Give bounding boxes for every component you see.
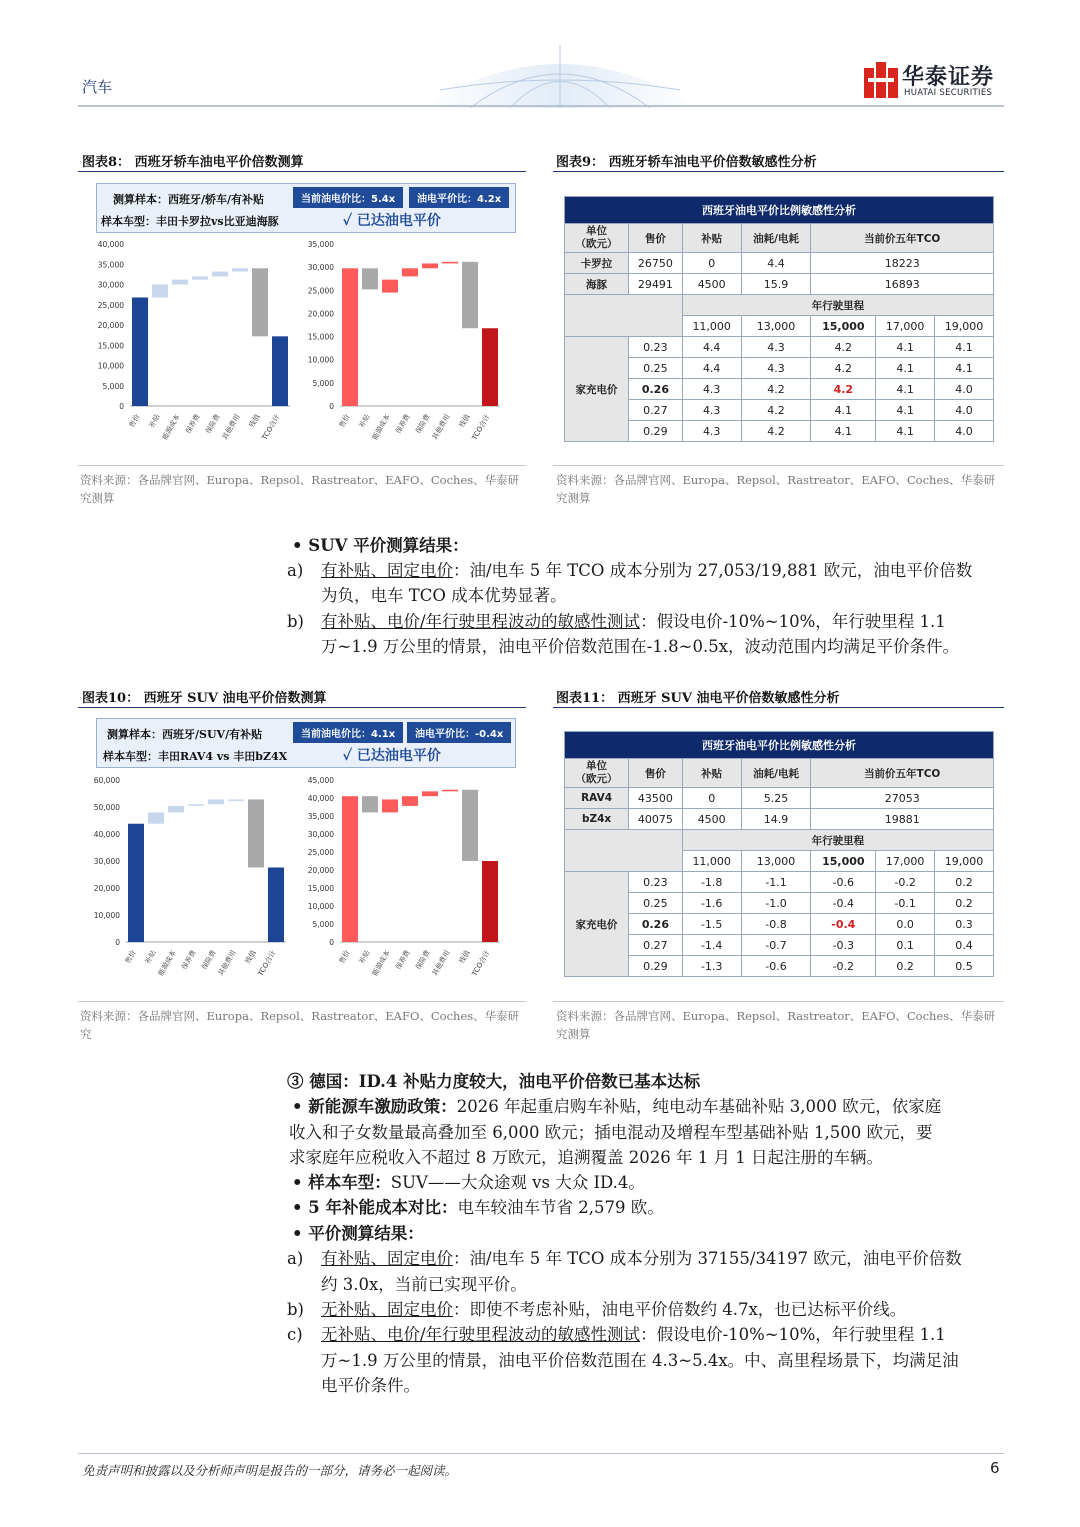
fig8-ev-bar	[342, 268, 358, 406]
fig10-ev-tick-label: 20,000	[307, 866, 334, 875]
fig8-ice-category-label: 能源成本	[160, 413, 182, 442]
suv-item-a-text: ：油/电车 5 年 TCO 成本分别为 27,053/19,881 欧元，油电平价倍数	[453, 561, 973, 580]
fig10-title: 图表10： 西班牙 SUV 油电平价倍数测算	[82, 691, 327, 706]
germany-sample-label: • 样本车型：	[292, 1173, 391, 1192]
germany-policy-line2: 收入和子女数量最高叠加至 6,000 欧元；插电混动及增程车型基础补贴 1,500 欧元，要	[289, 1123, 933, 1142]
fig10-ev-bar	[462, 790, 478, 861]
fig10-ice-category-label: 其他费用	[216, 949, 238, 978]
fig11-row-subsidy: 4500	[682, 809, 741, 830]
fig11-cell: 0.0	[876, 914, 935, 935]
fig11-cell: -0.4	[811, 893, 876, 914]
fig9-mileage-label: 年行驶里程	[682, 295, 993, 316]
fig10-ev-category-label: 补贴	[357, 949, 372, 966]
header-rule	[78, 105, 1004, 107]
fig8-banner	[96, 183, 516, 233]
fig10-ice-bar	[208, 799, 224, 804]
germany-item-a-text: ：油/电车 5 年 TCO 成本分别为 37155/34197 欧元，油电平价倍数	[453, 1249, 962, 1268]
fig9-cell: 4.2	[741, 400, 811, 421]
suv-item-b-text: ：假设电价-10%~10%，年行驶里程 1.1	[640, 612, 946, 631]
fig8-ice-tick-label: 30,000	[97, 280, 124, 290]
fig8-ice-tick-label: 5,000	[102, 381, 124, 391]
fig9-cell: 4.4	[682, 358, 741, 379]
fig9-mileage: 15,000	[811, 316, 876, 337]
fig10-ev-bar	[422, 791, 438, 796]
fig8-ev-tick-label: 0	[329, 402, 334, 411]
fig10-ice-bar	[168, 806, 184, 812]
germany-policy-text: 2026 年起重启购车补贴，纯电动车基础补贴 3,000 欧元，依家庭	[456, 1097, 942, 1116]
fig8-ev-category-label: 补贴	[357, 413, 372, 430]
fig9-row-tco: 16893	[811, 274, 994, 295]
fig9-mileage: 19,000	[935, 316, 994, 337]
germany-item-c-underline: 无补贴、电价/年行驶里程波动的敏感性测试	[321, 1325, 641, 1344]
fig8-ice-category-label: TCO合计	[260, 413, 282, 442]
fig8-ice-category-label: 保养费	[184, 413, 202, 436]
fig11-mileage: 17,000	[876, 851, 935, 872]
fig8-source: 资料来源：各品牌官网、Europa、Repsol、Rastreator、EAFO、Coches、华泰研究测算	[80, 473, 520, 505]
fig10-ice-bar	[188, 804, 204, 806]
fig11-mileage: 19,000	[935, 851, 994, 872]
fig9-elec-price: 0.29	[629, 421, 683, 442]
fig11-row-tco: 19881	[811, 809, 994, 830]
germany-item-c-line1	[321, 1322, 946, 1348]
fig11-cell: -0.2	[811, 956, 876, 977]
fig9-row-price: 26750	[629, 253, 683, 274]
fig9-corner-blank	[565, 295, 683, 337]
fig8-ice-tick-label: 35,000	[97, 260, 124, 270]
fig8-ev-tick-label: 30,000	[307, 263, 334, 273]
fig10-banner	[96, 718, 516, 768]
fig10-ev-bar	[482, 861, 498, 942]
germany-policy-line1	[292, 1094, 941, 1120]
fig11-elec-price: 0.27	[629, 935, 683, 956]
fig11-cell: 0.2	[935, 872, 994, 893]
fig9-header-price: 售价	[629, 224, 683, 253]
fig9-cell: 4.2	[811, 337, 876, 358]
fig10-ice-bar	[268, 867, 284, 942]
fig9-cell: 4.0	[935, 400, 994, 421]
fig10-source: 资料来源：各品牌官网、Europa、Repsol、Rastreator、EAFO、Coches、华泰研究	[80, 1009, 520, 1041]
fig11-cell: -0.1	[876, 893, 935, 914]
fig11-row-subsidy: 0	[682, 788, 741, 809]
fig9-cell: 4.1	[935, 358, 994, 379]
fig8-ice-bar	[192, 276, 208, 279]
brand-name: 华泰证券	[902, 65, 995, 90]
fig10-ice-category-label: 售价	[123, 949, 138, 966]
fig9-cell: 4.1	[876, 421, 935, 442]
suv-item-a-line2: 为负，电车 TCO 成本优势显著。	[321, 586, 567, 605]
fig10-ev-category-label: 能源成本	[370, 949, 392, 978]
fig8-ice-bar	[152, 285, 168, 298]
germany-item-b-text: ：即使不考虑补贴，油电平价倍数约 4.7x，也已达标平价线。	[453, 1300, 907, 1319]
fig8-ice-tick-label: 40,000	[97, 240, 124, 249]
fig10-ice-tick-label: 50,000	[93, 803, 120, 812]
fig10-ice-bar	[228, 799, 244, 801]
fig9-mileage: 11,000	[682, 316, 741, 337]
fig11-table-title: 西班牙油电平价比例敏感性分析	[565, 732, 994, 759]
fig10-banner-sample: 测算样本：西班牙/SUV/有补贴	[107, 728, 263, 741]
fig9-mileage: 13,000	[741, 316, 811, 337]
fig8-waterfall-chart	[90, 236, 520, 456]
fig9-elec-price: 0.25	[629, 358, 683, 379]
fig11-cell: -0.6	[741, 956, 811, 977]
fig8-banner-current-ratio: 当前油电价比：5.4x	[293, 187, 403, 208]
fig11-cell: -1.6	[682, 893, 741, 914]
germany-cost-line	[292, 1195, 664, 1221]
fig10-banner-parity-ratio: 油电平价比：-0.4x	[407, 722, 511, 743]
fig8-ev-category-label: 保养费	[394, 413, 412, 436]
fig11-header-tco: 当前价五年TCO	[811, 759, 994, 788]
fig9-header-unit: 单位 （欧元）	[565, 224, 629, 253]
fig10-ev-category-label: TCO合计	[470, 949, 492, 978]
fig10-ev-category-label: 残值	[457, 949, 472, 966]
fig8-ev-tick-label: 5,000	[312, 378, 334, 388]
fig8-ev-category-label: 售价	[337, 413, 352, 430]
fig9-cell: 4.2	[811, 358, 876, 379]
fig10-ice-category-label: 能源成本	[156, 949, 178, 978]
germany-item-a-line2: 约 3.0x，当前已实现平价。	[321, 1275, 527, 1294]
germany-cost-text: 电车较油车节省 2,579 欧。	[457, 1198, 664, 1217]
fig8-ev-category-label: TCO合计	[470, 413, 492, 442]
fig9-cell: 4.4	[682, 337, 741, 358]
fig9-row-subsidy: 0	[682, 253, 741, 274]
fig10-ev-tick-label: 10,000	[307, 902, 334, 911]
fig11-title-rule	[553, 707, 1004, 708]
fig11-elec-price: 0.23	[629, 872, 683, 893]
fig10-ice-tick-label: 30,000	[93, 857, 120, 866]
fig10-ev-category-label: 售价	[337, 949, 352, 966]
fig8-banner-parity-ratio: 油电平价比：4.2x	[409, 187, 509, 208]
fig9-source: 资料来源：各品牌官网、Europa、Repsol、Rastreator、EAFO、Coches、华泰研究测算	[556, 473, 996, 505]
germany-item-c-tag: c)	[287, 1325, 303, 1344]
fig8-ev-bar	[482, 328, 498, 406]
fig8-ev-bar	[422, 263, 438, 268]
fig8-source-rule	[78, 465, 526, 466]
fig9-sensitivity-table	[564, 196, 994, 442]
fig10-title-rule	[78, 707, 526, 708]
fig8-ice-category-label: 残值	[247, 413, 262, 430]
fig8-ice-bar	[272, 336, 288, 406]
fig9-row-subsidy: 4500	[682, 274, 741, 295]
fig8-ev-tick-label: 35,000	[307, 240, 334, 249]
fig10-ice-bar	[248, 799, 264, 867]
fig10-banner-current-ratio: 当前油电价比：4.1x	[293, 722, 403, 743]
fig10-ev-tick-label: 25,000	[307, 848, 334, 857]
fig8-ice-bar	[232, 268, 248, 271]
fig9-row-fuel: 4.4	[741, 253, 811, 274]
fig8-ev-tick-label: 20,000	[307, 309, 334, 319]
suv-item-b-underline: 有补贴、电价/年行驶里程波动的敏感性测试	[321, 612, 641, 631]
suv-item-a-underline: 有补贴、固定电价	[321, 561, 453, 580]
fig9-cell: 4.1	[811, 400, 876, 421]
fig10-banner-model: 样本车型：丰田RAV4 vs 丰田bZ4X	[103, 750, 288, 763]
fig11-cell: -1.5	[682, 914, 741, 935]
fig8-ice-bar	[252, 268, 268, 336]
fig10-ev-bar	[382, 799, 398, 812]
fig8-ev-bar	[362, 268, 378, 289]
fig9-cell: 4.3	[682, 421, 741, 442]
fig11-source: 资料来源：各品牌官网、Europa、Repsol、Rastreator、EAFO、Coches、华泰研究测算	[556, 1009, 996, 1041]
germany-item-a-line1	[321, 1246, 962, 1272]
germany-item-b-underline: 无补贴、固定电价	[321, 1300, 453, 1319]
fig9-source-rule	[553, 465, 1004, 466]
germany-cost-label: • 5 年补能成本对比：	[292, 1198, 458, 1217]
fig8-ev-bar	[442, 262, 458, 264]
fig8-ev-tick-label: 25,000	[307, 286, 334, 296]
fig8-ice-tick-label: 10,000	[97, 361, 124, 371]
fig11-cell: 0.2	[935, 893, 994, 914]
fig9-cell: 4.1	[876, 358, 935, 379]
fig9-cell: 4.1	[811, 421, 876, 442]
fig11-mileage: 13,000	[741, 851, 811, 872]
fig8-ice-tick-label: 25,000	[97, 300, 124, 310]
germany-result-heading: • 平价测算结果：	[292, 1224, 424, 1243]
fig10-ev-tick-label: 45,000	[307, 776, 334, 785]
fig11-cell: 0.1	[876, 935, 935, 956]
fig11-cell: -1.3	[682, 956, 741, 977]
fig9-row-price: 29491	[629, 274, 683, 295]
fig11-row-fuel: 14.9	[741, 809, 811, 830]
fig8-ev-bar	[402, 268, 418, 276]
germany-item-c-line2: 万~1.9 万公里的情景，油电平价倍数范围在 4.3~5.4x。中、高里程场景下，均满足油	[321, 1351, 959, 1370]
fig9-cell: 4.1	[876, 400, 935, 421]
fig8-ice-tick-label: 0	[119, 402, 124, 411]
fig11-row-name: RAV4	[565, 788, 629, 809]
fig11-cell: -0.6	[811, 872, 876, 893]
fig8-ev-category-label: 残值	[457, 413, 472, 430]
fig9-cell: 4.2	[741, 421, 811, 442]
fig11-mileage: 15,000	[811, 851, 876, 872]
fig11-corner-blank	[565, 830, 683, 872]
fig9-elec-label: 家充电价	[565, 337, 629, 442]
fig10-ev-tick-label: 35,000	[307, 812, 334, 821]
germany-item-b-tag: b)	[287, 1300, 304, 1319]
fig9-header-subsidy: 补贴	[682, 224, 741, 253]
fig11-cell: -1.4	[682, 935, 741, 956]
section-tag: 汽车	[82, 78, 113, 96]
fig9-cell: 4.3	[682, 400, 741, 421]
fig10-ice-category-label: 保养费	[180, 949, 198, 972]
fig10-ice-bar	[148, 812, 164, 823]
fig10-ice-tick-label: 10,000	[93, 911, 120, 920]
fig9-elec-price: 0.26	[629, 379, 683, 400]
fig11-cell: -1.0	[741, 893, 811, 914]
fig11-cell: 0.5	[935, 956, 994, 977]
fig11-elec-label: 家充电价	[565, 872, 629, 977]
fig8-ice-category-label: 售价	[127, 413, 142, 430]
fig11-cell: 0.4	[935, 935, 994, 956]
fig10-ev-tick-label: 5,000	[312, 920, 334, 929]
fig8-ice-bar	[172, 280, 188, 285]
fig9-cell-current: 4.2	[811, 379, 876, 400]
fig11-row-fuel: 5.25	[741, 788, 811, 809]
fig10-ice-tick-label: 40,000	[93, 830, 120, 839]
fig9-row-fuel: 15.9	[741, 274, 811, 295]
fig11-mileage: 11,000	[682, 851, 741, 872]
germany-item-b-line1	[321, 1297, 906, 1323]
fig11-header-unit: 单位 （欧元）	[565, 759, 629, 788]
fig10-ice-category-label: 残值	[243, 949, 258, 966]
fig11-title: 图表11： 西班牙 SUV 油电平价倍数敏感性分析	[556, 691, 840, 706]
fig8-ice-category-label: 补贴	[147, 413, 162, 430]
fig9-mileage: 17,000	[876, 316, 935, 337]
fig11-cell: -0.7	[741, 935, 811, 956]
fig11-row-price: 40075	[629, 809, 683, 830]
fig9-elec-price: 0.23	[629, 337, 683, 358]
suv-item-b-line1	[321, 609, 946, 635]
fig8-title: 图表8： 西班牙轿车油电平价倍数测算	[82, 155, 304, 170]
fig10-waterfall-chart	[90, 772, 520, 992]
fig9-cell: 4.0	[935, 421, 994, 442]
fig8-ice-bar	[212, 272, 228, 277]
fig9-cell: 4.3	[741, 358, 811, 379]
fig10-ev-tick-label: 40,000	[307, 794, 334, 803]
footer-rule	[78, 1453, 1004, 1454]
fig11-cell: -0.2	[876, 872, 935, 893]
fig9-cell: 4.1	[935, 337, 994, 358]
fig11-source-rule	[553, 1001, 1004, 1002]
germany-sample-text: SUV——大众途观 vs 大众 ID.4。	[390, 1173, 645, 1192]
fig10-ev-category-label: 保养费	[394, 949, 412, 972]
fig10-ev-tick-label: 0	[329, 938, 334, 947]
fig8-ice-tick-label: 20,000	[97, 321, 124, 330]
fig9-cell: 4.1	[876, 379, 935, 400]
fig8-ev-bar	[382, 280, 398, 293]
fig9-header-tco: 当前价五年TCO	[811, 224, 994, 253]
fig8-ice-category-label: 保险费	[204, 413, 222, 436]
fig11-elec-price: 0.29	[629, 956, 683, 977]
fig8-ev-category-label: 能源成本	[370, 413, 392, 442]
fig10-ice-tick-label: 20,000	[93, 884, 120, 893]
fig11-sensitivity-table	[564, 731, 994, 977]
fig9-cell: 4.1	[876, 337, 935, 358]
footer-disclaimer: 免责声明和披露以及分析师声明是报告的一部分，请务必一起阅读。	[82, 1463, 458, 1478]
fig8-banner-parity-check: ✓ 已达油电平价	[343, 213, 441, 229]
fig8-ice-tick-label: 15,000	[97, 341, 124, 351]
suv-item-b-line2: 万~1.9 万公里的情景，油电平价倍数范围在-1.8~0.5x，波动范围内均满足平价条件。	[321, 637, 959, 656]
fig11-row-price: 43500	[629, 788, 683, 809]
germany-item-c-line3: 电平价条件。	[321, 1376, 420, 1395]
fig10-ice-category-label: TCO合计	[256, 949, 278, 978]
fig10-ice-category-label: 补贴	[143, 949, 158, 966]
fig9-title: 图表9： 西班牙轿车油电平价倍数敏感性分析	[556, 155, 817, 170]
fig11-mileage-label: 年行驶里程	[682, 830, 993, 851]
fig10-ice-tick-label: 0	[115, 938, 120, 947]
fig8-ev-tick-label: 10,000	[307, 355, 334, 365]
fig10-banner-parity-check: ✓ 已达油电平价	[343, 748, 441, 764]
fig11-cell: 0.2	[876, 956, 935, 977]
fig10-ice-bar	[128, 824, 144, 942]
germany-policy-line3: 求家庭年应税收入不超过 8 万欧元，追溯覆盖 2026 年 1 月 1 日起注册的车辆。	[289, 1148, 883, 1167]
fig9-row-name: 卡罗拉	[565, 253, 629, 274]
fig9-row-tco: 18223	[811, 253, 994, 274]
fig11-row-name: bZ4x	[565, 809, 629, 830]
fig11-header-fuel: 油耗/电耗	[741, 759, 811, 788]
fig8-ice-category-label: 其他费用	[220, 413, 242, 442]
fig9-header-fuel: 油耗/电耗	[741, 224, 811, 253]
fig8-banner-sample: 测算样本：西班牙/轿车/有补贴	[113, 193, 265, 206]
fig8-ev-category-label: 其他费用	[430, 413, 452, 442]
fig11-cell: -0.8	[741, 914, 811, 935]
fig10-source-rule	[78, 1001, 526, 1002]
fig9-row-name: 海豚	[565, 274, 629, 295]
fig8-ice-bar	[132, 297, 148, 406]
fig10-ev-bar	[342, 796, 358, 942]
suv-item-a-tag: a)	[287, 561, 304, 580]
huatai-logo-icon	[864, 62, 898, 98]
fig11-header-subsidy: 补贴	[682, 759, 741, 788]
fig11-cell: 0.3	[935, 914, 994, 935]
suv-item-a-line1	[321, 558, 972, 584]
fig11-header-price: 售价	[629, 759, 683, 788]
fig11-cell-current: -0.4	[811, 914, 876, 935]
fig8-ev-category-label: 保险费	[414, 413, 432, 436]
germany-sample-line	[292, 1170, 645, 1196]
header-globe-decoration	[400, 30, 720, 108]
fig11-elec-price: 0.25	[629, 893, 683, 914]
germany-item-c-text: ：假设电价-10%~10%，年行驶里程 1.1	[640, 1325, 946, 1344]
fig10-ev-tick-label: 15,000	[307, 884, 334, 893]
fig11-cell: -0.3	[811, 935, 876, 956]
fig8-title-rule	[78, 171, 526, 172]
fig10-ice-tick-label: 60,000	[93, 776, 120, 785]
fig9-table-title: 西班牙油电平价比例敏感性分析	[565, 197, 994, 224]
germany-policy-label: • 新能源车激励政策：	[292, 1097, 457, 1116]
suv-item-b-tag: b)	[287, 612, 304, 631]
page-number: 6	[990, 1459, 1000, 1477]
fig11-elec-price: 0.26	[629, 914, 683, 935]
fig11-row-tco: 27053	[811, 788, 994, 809]
suv-heading: • SUV 平价测算结果：	[292, 536, 469, 555]
brand-name-en: HUATAI SECURITIES	[904, 88, 993, 98]
germany-item-a-tag: a)	[287, 1249, 304, 1268]
fig9-cell: 4.2	[741, 379, 811, 400]
germany-item-a-underline: 有补贴、固定电价	[321, 1249, 453, 1268]
fig9-title-rule	[553, 171, 1004, 172]
fig9-cell: 4.3	[682, 379, 741, 400]
fig8-ev-tick-label: 15,000	[307, 332, 334, 342]
fig10-ev-category-label: 其他费用	[430, 949, 452, 978]
fig9-cell: 4.3	[741, 337, 811, 358]
fig10-ev-bar	[442, 790, 458, 792]
fig11-cell: -1.1	[741, 872, 811, 893]
fig10-ev-tick-label: 30,000	[307, 830, 334, 839]
fig10-ev-bar	[402, 796, 418, 806]
fig10-ice-category-label: 保险费	[200, 949, 218, 972]
fig8-banner-model: 样本车型：丰田卡罗拉vs比亚迪海豚	[101, 215, 279, 228]
fig10-ev-category-label: 保险费	[414, 949, 432, 972]
fig9-elec-price: 0.27	[629, 400, 683, 421]
fig10-ev-bar	[362, 796, 378, 812]
fig11-cell: -1.8	[682, 872, 741, 893]
germany-heading: ③ 德国：ID.4 补贴力度较大，油电平价倍数已基本达标	[287, 1072, 701, 1091]
fig9-cell: 4.0	[935, 379, 994, 400]
fig8-ev-bar	[462, 262, 478, 328]
